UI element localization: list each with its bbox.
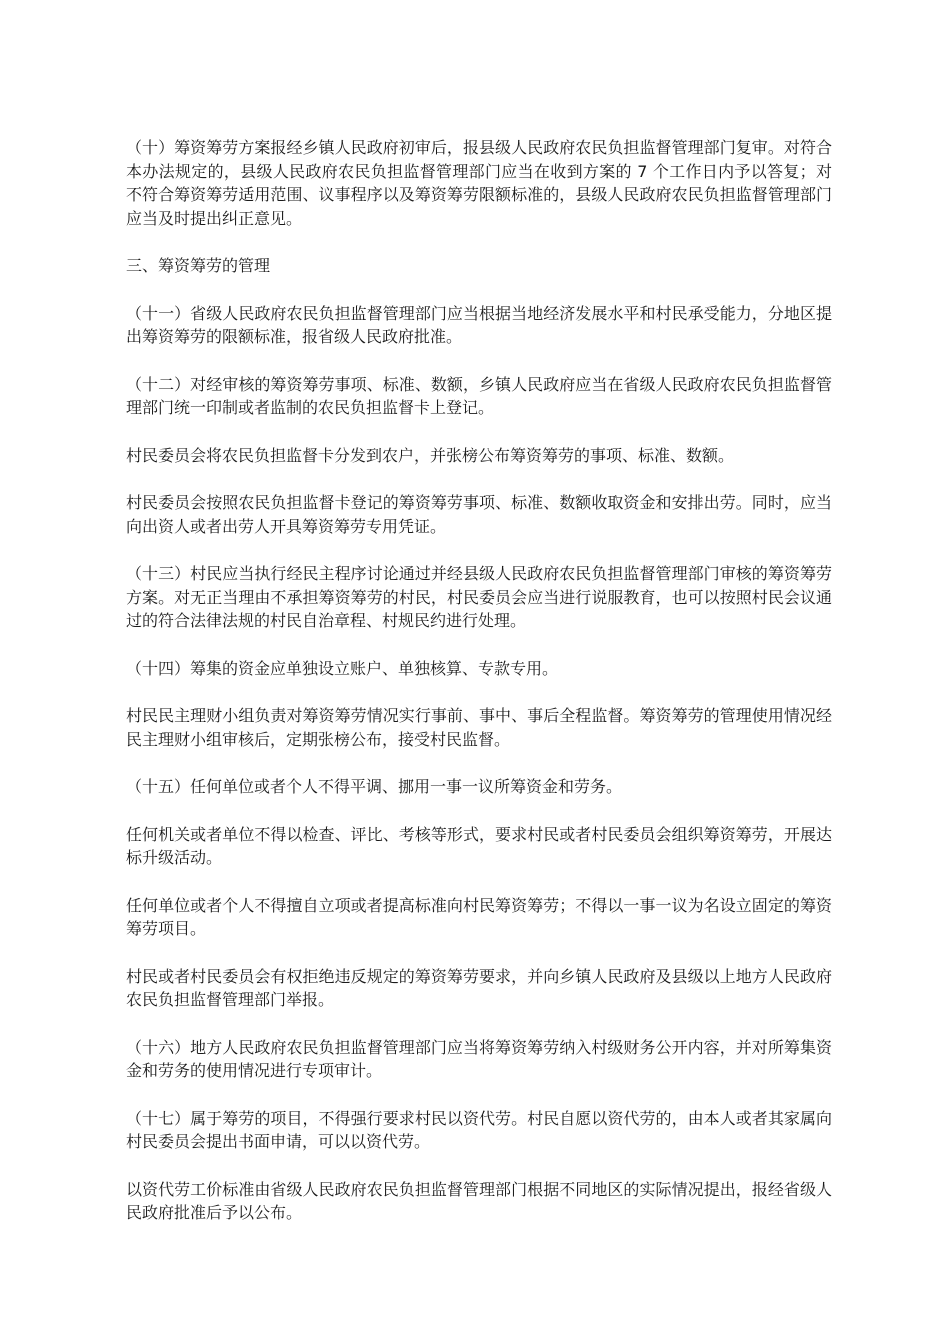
document-page	[126, 136, 832, 1249]
paragraph-14: （十四）筹集的资金应单独设立账户、单独核算、专款专用。	[126, 658, 559, 678]
paragraph-17-wage-standard: 以资代劳工价标准由省级人民政府农民负担监督管理部门根据不同地区的实际情况提出，报经省级人民政府批准后予以公布。	[126, 1179, 832, 1222]
paragraph-15-inspection: 任何机关或者单位不得以检查、评比、考核等形式，要求村民或者村民委员会组织筹资筹劳，开展达标升级活动。	[126, 824, 832, 867]
paragraph-16: （十六）地方人民政府农民负担监督管理部门应当将筹资筹劳纳入村级财务公开内容，并对所筹集资金和劳务的使用情况进行专项审计。	[126, 1037, 832, 1080]
paragraph-15-unauthorized: 任何单位或者个人不得擅自立项或者提高标准向村民筹资筹劳；不得以一事一议为名设立固定的筹资筹劳项目。	[126, 895, 832, 938]
paragraph-17: （十七）属于筹劳的项目，不得强行要求村民以资代劳。村民自愿以资代劳的，由本人或者其家属向村民委员会提出书面申请，可以以资代劳。	[126, 1108, 832, 1151]
paragraph-14-supervision: 村民民主理财小组负责对筹资筹劳情况实行事前、事中、事后全程监督。筹资筹劳的管理使用情况经民主理财小组审核后，定期张榜公布，接受村民监督。	[126, 706, 832, 749]
paragraph-13: （十三）村民应当执行经民主程序讨论通过并经县级人民政府农民负担监督管理部门审核的筹资筹劳方案。对无正当理由不承担筹资筹劳的村民，村民委员会应当进行说服教育，也可以按照村民会议通过的符合法律法规的村民自治章程、村规民约进行处理。	[126, 564, 832, 630]
paragraph-12: （十二）对经审核的筹资筹劳事项、标准、数额，乡镇人民政府应当在省级人民政府农民负担监督管理部门统一印制或者监制的农民负担监督卡上登记。	[126, 374, 832, 417]
paragraph-11: （十一）省级人民政府农民负担监督管理部门应当根据当地经济发展水平和村民承受能力，分地区提出筹资筹劳的限额标准，报省级人民政府批准。	[126, 303, 832, 346]
paragraph-15: （十五）任何单位或者个人不得平调、挪用一事一议所筹资金和劳务。	[126, 777, 623, 796]
paragraph-10: （十）筹资筹劳方案报经乡镇人民政府初审后，报县级人民政府农民负担监督管理部门复审。对符合本办法规定的，县级人民政府农民负担监督管理部门应当在收到方案的 7 个工作日内予以答复；对不符合筹资筹劳适用范围、议事程序以及筹资筹劳限额标准的，县级人民政府农民负担监督管理部门应当及时提出纠正意见。	[126, 138, 832, 228]
paragraph-12-card-distribution: 村民委员会将农民负担监督卡分发到农户，并张榜公布筹资筹劳的事项、标准、数额。	[126, 445, 735, 465]
section-heading-management: 三、筹资筹劳的管理	[126, 256, 271, 275]
paragraph-15-report: 村民或者村民委员会有权拒绝违反规定的筹资筹劳要求，并向乡镇人民政府及县级以上地方人民政府农民负担监督管理部门举报。	[126, 966, 832, 1009]
paragraph-12-collection: 村民委员会按照农民负担监督卡登记的筹资筹劳事项、标准、数额收取资金和安排出劳。同时，应当向出资人或者出劳人开具筹资筹劳专用凭证。	[126, 493, 832, 536]
